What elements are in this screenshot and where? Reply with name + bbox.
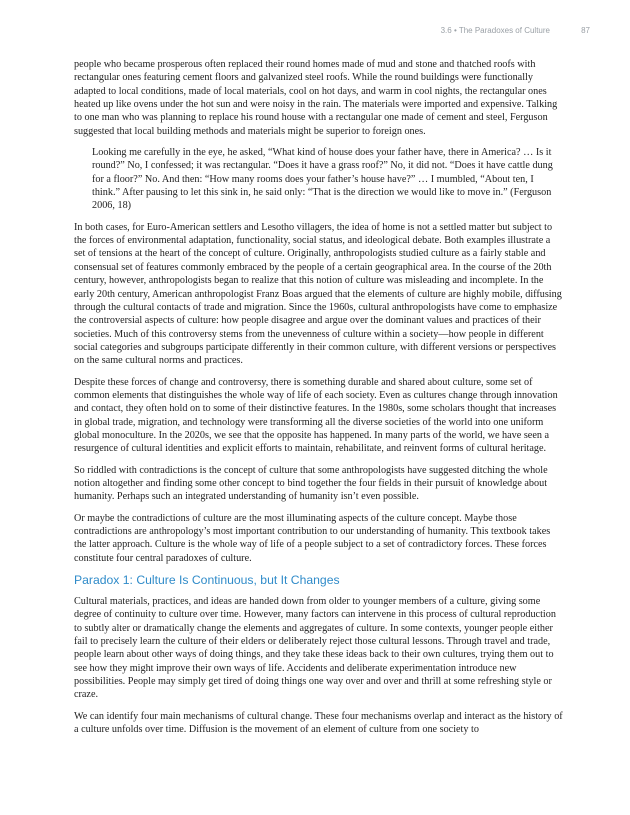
block-quote: Looking me carefully in the eye, he asked, “What kind of house does your father have, there in America? … Is it round?” No, I confessed; it was rectangular. “Does it have a grass roof?” No, it did not. “Does it have cattle dung for a floor?” No. And then: “How many rooms does your father’s house have?” … I mumbled, “About ten, I think.” After pausing to let this sink in, he said only: “That is the direction we would like to move in.” (Ferguson 2006, 18) xyxy=(92,147,553,212)
page-number: 87 xyxy=(581,26,590,35)
paragraph: people who became prosperous often replaced their round homes made of mud and stone and thatched roofs with rectangular ones featuring cement floors and galvanized steel roofs. While the round buildings were functionally adapted to local conditions, made of local materials, cool on hot days, and warm in cool nights, the rectangular ones heated up like ovens under the hot sun and were noisy in the rain. The materials were imported and expensive. Talking to one man who was planning to replace his round house with a rectangular one made of cement and steel, Ferguson suggested that local building methods and materials might be superior to foreign ones. xyxy=(74,59,558,137)
paragraph: Or maybe the contradictions of culture are the most illuminating aspects of the culture concept. Maybe those contradictions are anthropology’s most important contribution to our understanding of humanity. This textbook takes the latter approach. Culture is the whole way of life of a people subject to a set of contradictory forces. These forces constitute four central paradoxes of culture. xyxy=(74,512,551,564)
paragraph: Cultural materials, practices, and ideas are handed down from older to younger members of a culture, giving some degree of continuity to culture over time. However, many factors can intervene in this process of cultural reproduction to subtly alter or dramatically change the elements and aggregates of culture. In some contexts, younger people either fail to precisely learn the culture of their elders or deliberately reject those cultural lessons. Through travel and trade, people learn about other ways of doing things, and they take these ideas back to their own cultures, trying them out to see how they might improve their own ways of life. Accidents and deliberate experimentation introduce new possibilities. People may simply get tired of doing things one way over and over and thrill at some refreshing style or craze. xyxy=(74,596,556,701)
page-content xyxy=(74,58,564,744)
paragraph: We can identify four main mechanisms of cultural change. These four mechanisms overlap and interact as the history of a culture unfolds over time. Diffusion is the movement of an element of culture from one society to xyxy=(74,710,563,736)
section-heading: Paradox 1: Culture Is Continuous, but It Changes xyxy=(74,573,340,588)
paragraph: So riddled with contradictions is the concept of culture that some anthropologists have suggested ditching the whole notion altogether and finding some other concept to bind together the four fields in their pursuit of knowledge about humanity. Perhaps such an integrated understanding of humanity isn’t even possible. xyxy=(74,464,548,503)
paragraph: Despite these forces of change and controversy, there is something durable and shared about culture, some set of common elements that distinguishes the whole way of life of each society. Even as cultures change through innovation and contact, they often hold on to some of their distinctive features. In the 1980s, some scholars thought that increases in global trade, migration, and technology were transforming all the diverse societies of the world into one uniform global monoculture. In the 2020s, we see that the opposite has happened. In many parts of the world, we have seen a resurgence of cultural identities and explicit efforts to maintain, rehabilitate, and reinvent forms of cultural heritage. xyxy=(74,376,558,455)
paragraph: In both cases, for Euro-American settlers and Lesotho villagers, the idea of home is not a settled matter but subject to the forces of environmental adaptation, functionality, social status, and ideological debate. Both examples illustrate a set of tensions at the heart of the concept of culture. Originally, anthropologists studied culture as a fairly stable and consensual set of features commonly embraced by the people of a certain geographical area. In the course of the 20th century, however, anthropologists began to realize that this notion of culture was misleading and incomplete. In the early 20th century, American anthropologist Franz Boas argued that the elements of culture are highly mobile, diffusing through the cultural contacts of trade and migration. Since the 1960s, cultural anthropologists have come to emphasize the controversial aspects of culture: how people disagree and argue over the dominant values and practices of their societies. Much of this controversy stems from the unevenness of culture within a society—how people in different social categories and subgroups participate differently in their common culture, with different versions or perspectives on the same cultural norms and practices. xyxy=(74,221,562,367)
section-title: 3.6 • The Paradoxes of Culture xyxy=(440,26,550,35)
running-header xyxy=(0,26,630,40)
